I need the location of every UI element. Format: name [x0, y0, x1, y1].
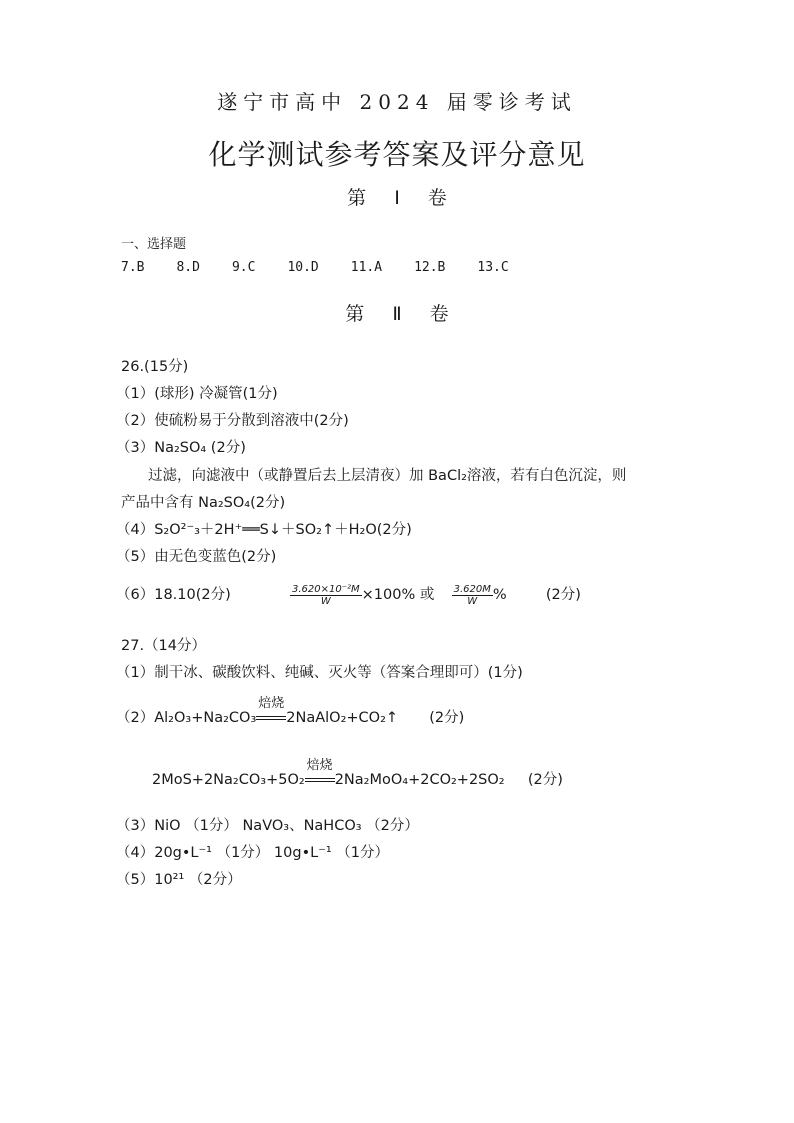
- volume-one-heading: [0, 183, 794, 210]
- condition-label: 焙烧: [258, 696, 285, 711]
- answer-item: 7.B: [121, 260, 145, 275]
- equation-products: 2Na₂MoO₄+2CO₂+2SO₂: [334, 772, 505, 788]
- equals-sign: [256, 716, 286, 720]
- equation-reactants: （2）Al₂O₃+Na₂CO₃: [116, 710, 257, 726]
- condition-label: 焙烧: [306, 758, 333, 773]
- q27-answer-2b-score: (2分): [527, 772, 563, 788]
- q27-answer-4: （4）20g•L⁻¹ （1分） 10g•L⁻¹ （1分）: [116, 845, 390, 861]
- equation-reactants: 2MoS+2Na₂CO₃+5O₂: [152, 772, 305, 788]
- answer-item: 10.D: [287, 260, 319, 275]
- reaction-condition: [305, 758, 335, 788]
- q26-answer-6-score: (2分): [545, 587, 581, 603]
- fraction-denominator: W: [320, 595, 331, 607]
- document-title: 化学测试参考答案及评分意见: [208, 138, 586, 171]
- q27-answer-2-equation: [116, 696, 465, 727]
- answer-item: 8.D: [176, 260, 200, 275]
- q26-answer-1: （1）(球形) 冷凝管(1分): [116, 386, 278, 402]
- answer-item: 11.A: [350, 260, 383, 275]
- volume-two-right: 卷: [429, 303, 449, 325]
- q27-header: 27.（14分）: [121, 638, 207, 654]
- q27-answer-5: （5）10²¹ （2分）: [116, 872, 242, 888]
- q27-answer-1: （1）制干冰、碳酸饮料、纯碱、灭火等（答案合理即可）(1分): [116, 665, 523, 681]
- q26-answer-4-equation: （4）S₂O²⁻₃＋2H⁺══S↓＋SO₂↑＋H₂O(2分): [116, 522, 412, 538]
- answer-item: 12.B: [414, 260, 446, 275]
- answer-item: 13.C: [477, 260, 509, 275]
- q26-answer-6-fraction-2: [452, 584, 493, 607]
- q26-answer-6-fraction-1: [290, 584, 362, 607]
- volume-one-numeral: Ⅰ: [394, 187, 400, 209]
- q26-answer-2: （2）使硫粉易于分散到溶液中(2分): [116, 413, 349, 429]
- q27-answer-2-score: (2分): [429, 710, 465, 726]
- q26-answer-3-detail-cont: 产品中含有 Na₂SO₄(2分): [121, 495, 286, 511]
- q27-answer-2b-equation: [152, 758, 563, 789]
- reaction-condition: [256, 696, 286, 726]
- answer-list: [121, 260, 541, 275]
- q26-answer-6-mid: ×100% 或: [361, 587, 435, 603]
- answer-item: 9.C: [231, 260, 256, 275]
- volume-two-left: 第: [345, 303, 365, 325]
- q26-answer-6-prefix: （6）18.10(2分): [116, 587, 231, 603]
- volume-one-left: 第: [347, 187, 367, 209]
- q26-answer-6: [116, 583, 581, 607]
- fraction-denominator: W: [467, 595, 478, 607]
- fraction-numerator: 3.620×10⁻²M: [292, 583, 360, 595]
- q26-answer-5: （5）由无色变蓝色(2分): [116, 549, 277, 565]
- q26-header: 26.(15分): [121, 359, 189, 375]
- volume-one-right: 卷: [427, 187, 447, 209]
- q26-answer-3: （3）Na₂SO₄ (2分): [116, 440, 246, 456]
- volume-two-heading: [0, 299, 794, 326]
- q27-answer-3: （3）NiO （1分） NaVO₃、NaHCO₃ （2分）: [116, 818, 419, 834]
- q26-answer-3-detail: 过滤，向滤液中（或静置后去上层清夜）加 BaCl₂溶液，若有白色沉淀，则: [148, 468, 627, 484]
- section-title: 一、选择题: [121, 237, 187, 252]
- volume-two-numeral: Ⅱ: [392, 303, 402, 325]
- equals-sign: [305, 778, 335, 782]
- q26-answer-6-percent: %: [492, 587, 507, 603]
- equation-products: 2NaAlO₂+CO₂↑: [286, 710, 399, 726]
- fraction-numerator: 3.620M: [453, 583, 491, 595]
- exam-subtitle: 遂宁市高中 2024 届零诊考试: [217, 90, 577, 114]
